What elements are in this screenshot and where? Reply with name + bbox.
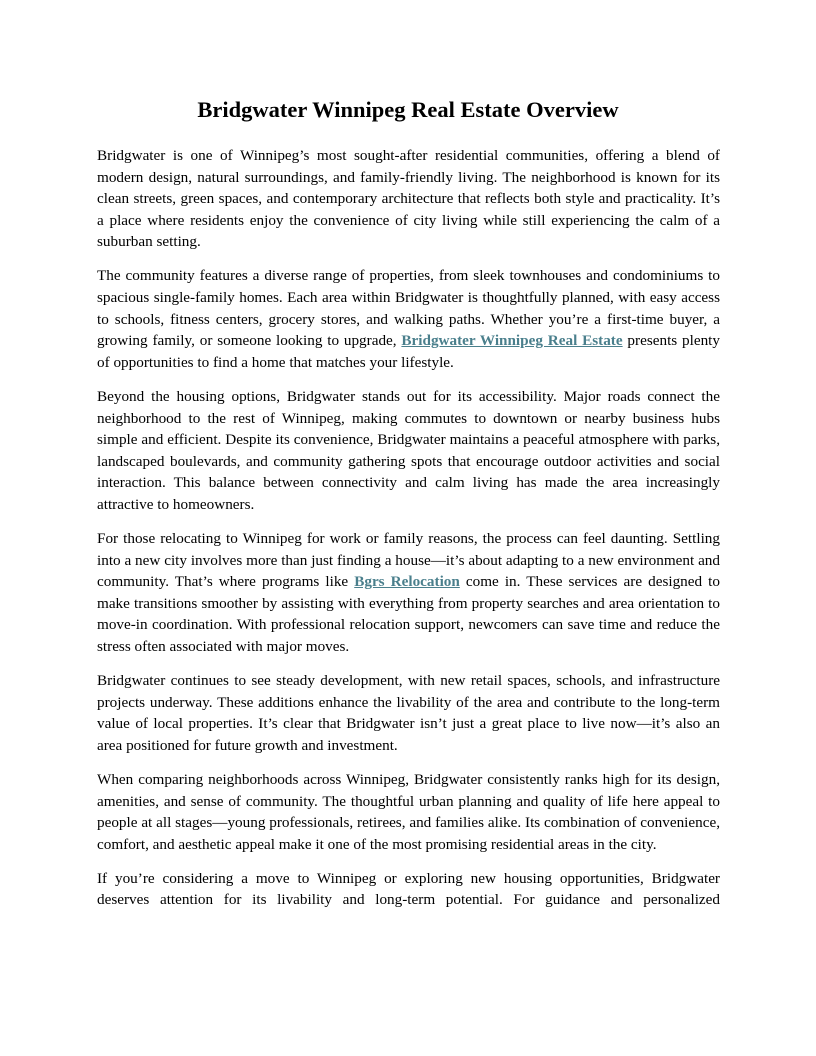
paragraph-1: Bridgwater is one of Winnipeg’s most sought-after residential communities, offering a blend of modern design, natural surroundings, and family-friendly living. The neighborhood is known for its clean streets, green spaces, and contemporary architecture that reflects both style and practicality. It’s a place where residents enjoy the convenience of city living while still experiencing the calm of a suburban setting.	[97, 147, 720, 251]
paragraph-text: The community features a diverse range of properties, from sleek townhouses and condominiums to spacious single-family homes. Each area within Bridgwater is thoughtfully planned, with easy access to schools, fitness centers, grocery stores, and walking paths. Whether you’re a first-time buyer, a growing family, or someone looking to upgrade,	[97, 267, 720, 350]
paragraph-4	[97, 528, 720, 658]
paragraph-3: Beyond the housing options, Bridgwater stands out for its accessibility. Major roads connect the neighborhood to the rest of Winnipeg, making commutes to downtown or nearby business hubs simple and efficient. Despite its convenience, Bridgwater maintains a peaceful atmosphere with parks, landscaped boulevards, and community gathering spots that encourage outdoor activities and social interaction. This balance between connectivity and calm living has made the area increasingly attractive to homeowners.	[97, 387, 720, 513]
paragraph-text: come in. These services are designed to make transitions smoother by assisting with everything from property searches and area orientation to move-in coordination. With professional relocation support, newcomers can save time and reduce the stress often associated with major moves.	[97, 573, 720, 655]
bgrs-relocation-link[interactable]: Bgrs Relocation	[354, 573, 460, 591]
document-title: Bridgwater Winnipeg Real Estate Overview	[197, 97, 619, 122]
paragraph-5: Bridgwater continues to see steady development, with new retail spaces, schools, and infrastructure projects underway. These additions enhance the livability of the area and contribute to the long-term value of local properties. It’s clear that Bridgwater isn’t just a great place to live now—it’s also an area positioned for future growth and investment.	[97, 672, 720, 754]
paragraph-text: For those relocating to Winnipeg for work or family reasons, the process can feel daunting. Settling into a new city involves more than just finding a house—it’s about adapting to a new environment and community. That’s where programs like	[97, 530, 720, 591]
document-body	[97, 145, 720, 924]
bridgwater-real-estate-link[interactable]: Bridgwater Winnipeg Real Estate	[401, 332, 623, 350]
paragraph-2	[97, 265, 720, 373]
paragraph-text: presents plenty of opportunities to find a home that matches your lifestyle.	[97, 332, 720, 371]
paragraph-7: If you’re considering a move to Winnipeg or exploring new housing opportunities, Bridgwater deserves attention for its livability and long-term potential. For guidance and personalized	[97, 869, 720, 909]
paragraph-6: When comparing neighborhoods across Winnipeg, Bridgwater consistently ranks high for its design, amenities, and sense of community. The thoughtful urban planning and quality of life here appeal to people at all stages—young professionals, retirees, and families alike. Its combination of convenience, comfort, and aesthetic appeal make it one of the most promising residential areas in the city.	[97, 770, 720, 853]
